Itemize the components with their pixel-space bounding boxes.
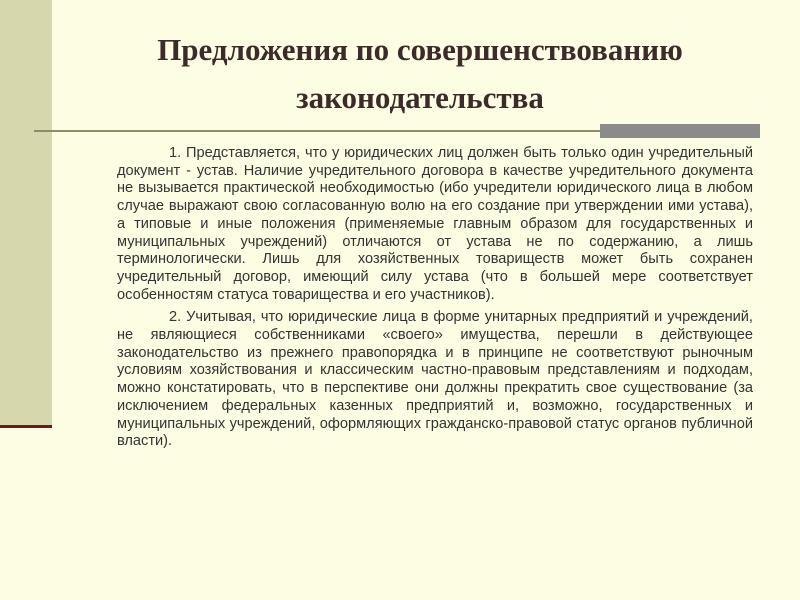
slide-title (60, 26, 780, 122)
title-underline (34, 130, 600, 132)
body-paragraph-2: 2. Учитывая, что юридические лица в форме унитарных предприятий и учреждений, не являющиеся собственниками «своего» имущества, перешли в действующее законодательство из прежнего правопорядка и в принципе не соответствуют рыночным условиям хозяйствования и классическим частно-правовым представлениям и подходам, можно констатировать, что в перспективе они должны прекратить свое существование (за исключением федеральных казенных предприятий и, возможно, государственных и муниципальных учреждений, оформляющих гражданско-правовой статус органов публичной власти). (117, 309, 753, 450)
body-paragraph-1: 1. Представляется, что у юридических лиц должен быть только один учредительный документ - устав. Наличие учредительного договора в качестве учредительного документа не вызывается практической необходимостью (ибо учредители юридического лица в любом случае выражают свою согласованную волю на его создание при утверждении ими устава), а типовые и иные положения (применяемые главным образом для государственных и муниципальных учреждений) отличаются от устава не по содержанию, а лишь терминологически. Лишь для хозяйственных товариществ может быть сохранен учредительный договор, имеющий силу устава (что в большей мере соответствует особенностям статуса товарищества и его участников). (117, 145, 753, 303)
slide-title-line-1: Предложения по совершенствованию (157, 32, 683, 67)
left-decorative-bar (0, 0, 52, 427)
slide-body (117, 145, 753, 456)
slide-title-line-2: законодательства (296, 80, 544, 115)
left-accent-line (0, 425, 52, 428)
title-gray-bar (600, 124, 760, 138)
